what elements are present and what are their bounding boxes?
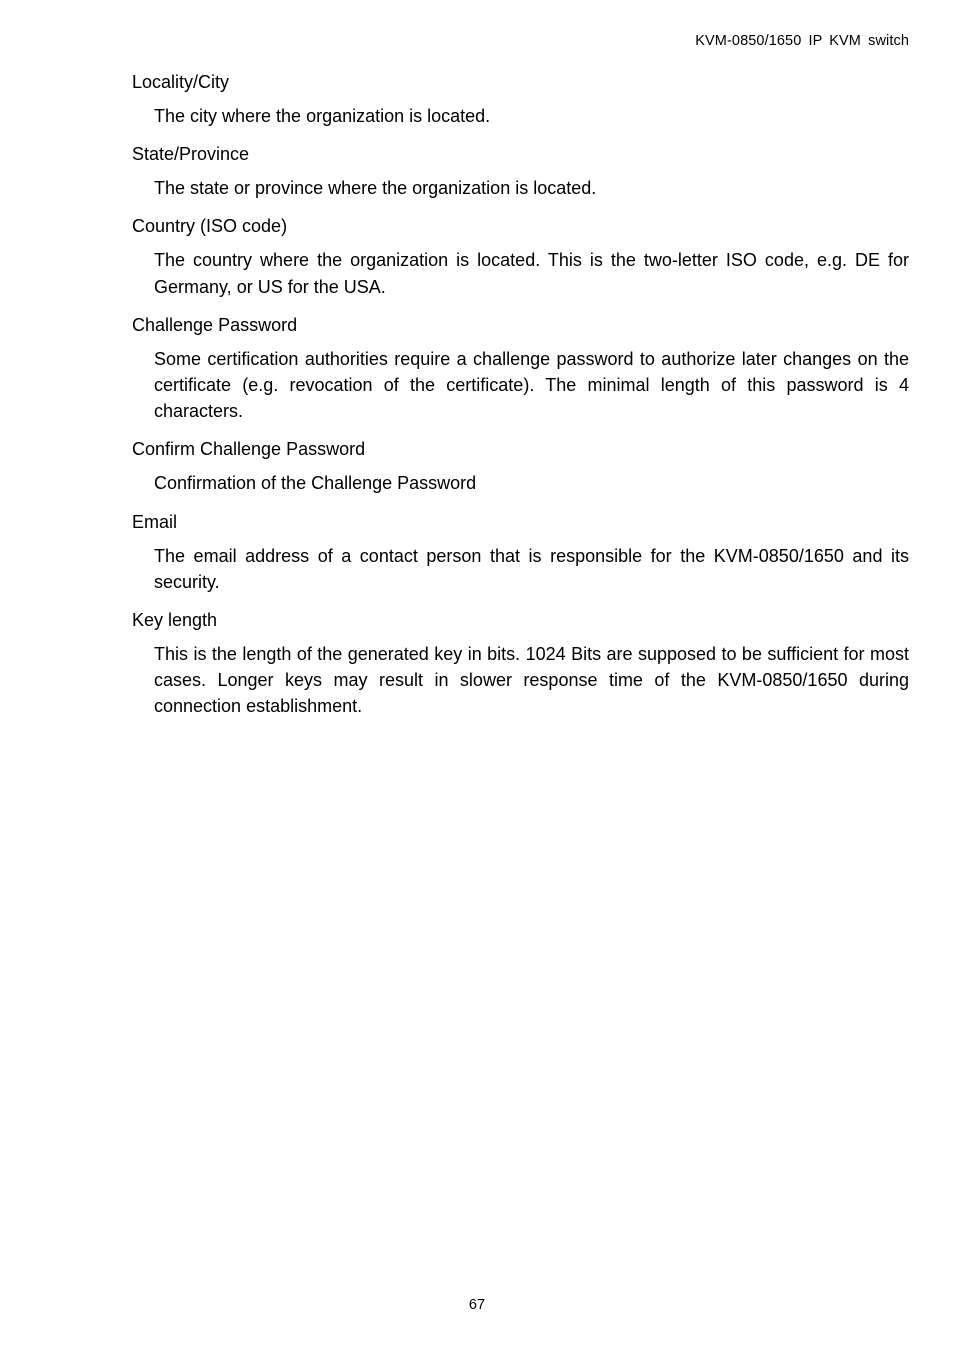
definition-list: [132, 69, 909, 732]
term-challenge-password: Challenge Password: [132, 314, 298, 335]
description-email: The email address of a contact person that is responsible for the KVM-0850/1650 and its security.: [154, 545, 909, 592]
description-confirm-challenge-password: Confirmation of the Challenge Password: [154, 473, 477, 494]
description-country-iso-code: The country where the organization is located. This is the two-letter ISO code, e.g. DE for Germany, or US for the USA.: [154, 250, 909, 297]
entry-state-province: [132, 141, 909, 201]
term-country-iso-code: Country (ISO code): [132, 216, 288, 237]
entry-confirm-challenge-password: [132, 436, 909, 496]
term-state-province: State/Province: [132, 144, 250, 165]
term-email: Email: [132, 511, 178, 532]
entry-challenge-password: [132, 312, 909, 425]
entry-key-length: [132, 607, 909, 720]
term-key-length: Key length: [132, 610, 218, 631]
description-challenge-password: Some certification authorities require a challenge password to authorize later changes on the certificate (e.g. revocation of the certificate). The minimal length of this password is 4 characters.: [154, 348, 909, 422]
entry-email: [132, 509, 909, 595]
term-confirm-challenge-password: Confirm Challenge Password: [132, 439, 366, 460]
running-header: KVM-0850/1650 IP KVM switch: [695, 33, 909, 49]
entry-country-iso-code: [132, 213, 909, 299]
description-state-province: The state or province where the organization is located.: [154, 178, 597, 199]
term-locality-city: Locality/City: [132, 72, 230, 92]
description-key-length: This is the length of the generated key in bits. 1024 Bits are supposed to be sufficient for most cases. Longer keys may result in slower response time of the KVM-0850/1650 during connection establishment.: [154, 644, 909, 717]
description-locality-city: The city where the organization is located.: [154, 106, 491, 126]
entry-locality-city: [132, 69, 909, 129]
page-number: 67: [468, 1297, 486, 1313]
